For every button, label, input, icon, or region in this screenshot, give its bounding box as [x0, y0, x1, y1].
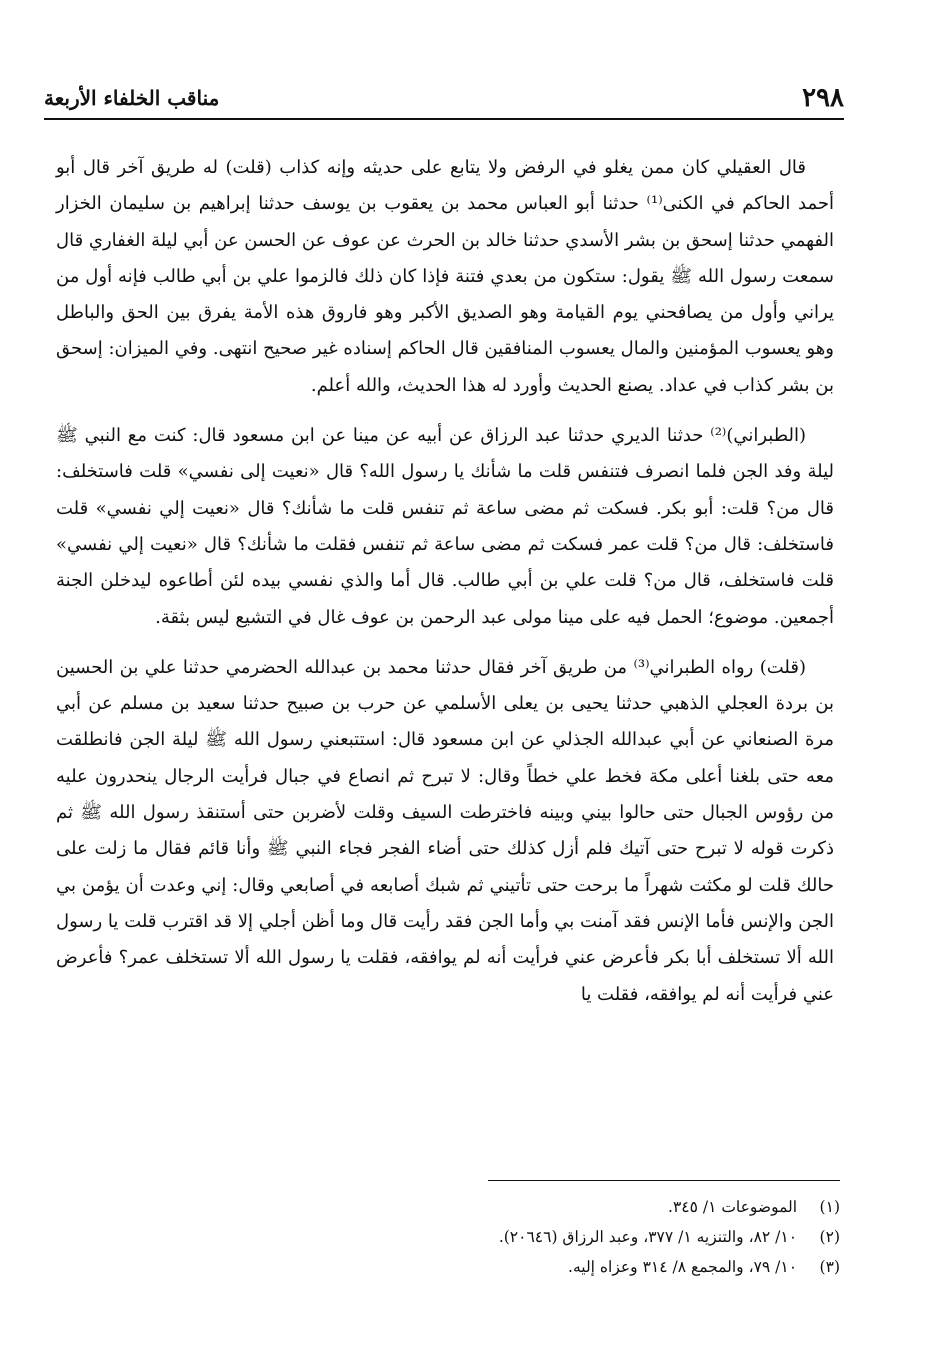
footnote-item — [300, 1192, 840, 1222]
paragraph: (قلت) رواه الطبراني⁽³⁾ من طريق آخر فقال حدثنا محمد بن عبدالله الحضرمي حدثنا علي بن الحسين بن بردة العجلي الذهبي حدثنا يحيى بن يعلى الأسلمي عن حرب بن صبيح حدثنا سعيد بن مسلم عن أبي مرة الصنعاني عن أبي عبدالله الجذلي عن ابن مسعود قال: استتبعني رسول الله ﷺ ليلة الجن فانطلقت معه حتى بلغنا أعلى مكة فخط علي خطاً وقال: لا تبرح ثم انصاع في جبال فرأيت الرجال ينحدرون عليه من رؤوس الجبال حتى حالوا بيني وبينه فاخترطت السيف وقلت لأضربن حتى أستنقذ رسول الله ﷺ ثم ذكرت قوله لا تبرح حتى آتيك فلم أزل كذلك حتى أضاء الفجر فجاء النبي ﷺ وأنا قائم فقال ما زلت على حالك قلت لو مكثت شهراً ما برحت حتى تأتيني ثم شبك أصابعه في أصابعي وقال: إني وعدت أن يؤمن بي الجن والإنس فأما الإنس فقد آمنت بي وأما الجن فقد رأيت قال وما أظن أجلي إلا قد اقترب قلت يا رسول الله ألا تستخلف أبا بكر فأعرض عني فرأيت أنه لم يوافقه، فقلت يا رسول الله ألا تستخلف عمر؟ فأعرض عني فرأيت أنه لم يوافقه، فقلت يا — [56, 656, 834, 1005]
paragraph: (الطبراني)⁽²⁾ حدثنا الديري حدثنا عبد الرزاق عن أبيه عن مينا عن ابن مسعود قال: كنت مع النبي ﷺ ليلة وفد الجن فلما انصرف فتنفس قلت ما شأنك يا رسول الله؟ قال «نعيت إلى نفسي» قلت فاستخلف: قال من؟ قلت: أبو بكر. فسكت ثم مضى ساعة ثم تنفس قلت ما شأنك؟ قال «نعيت إلي نفسي» قلت فاستخلف: قال من؟ قلت عمر فسكت ثم مضى ساعة ثم تنفس فقلت ما شأنك؟ قال «نعيت إلي نفسي» قلت فاستخلف، قال من؟ قلت علي بن أبي طالب. قال أما والذي نفسي بيده لئن أطاعوه ليدخلن الجنة أجمعين. موضوع؛ الحمل فيه على مينا مولى عبد الرحمن بن عوف غال في التشيع ليس بثقة. — [56, 425, 834, 628]
main-text — [56, 150, 834, 1027]
footnote-text: الموضوعات ١/ ٣٤٥. — [668, 1198, 798, 1216]
running-title: مناقب الخلفاء الأربعة — [44, 86, 220, 110]
footnote-item — [300, 1252, 840, 1282]
footnote-text: ١٠/ ٧٩، والمجمع ٨/ ٣١٤ وعزاه إليه. — [568, 1258, 798, 1276]
page-header — [44, 80, 844, 116]
footnote-text: ١٠/ ٨٢، والتنزيه ١/ ٣٧٧، وعبد الرزاق (٢٠٦٤٦). — [498, 1228, 798, 1246]
footnotes — [300, 1192, 840, 1282]
page-number: ٢٩٨ — [802, 83, 844, 113]
footnote-rule — [488, 1180, 840, 1181]
footnote-label: (١) — [819, 1198, 840, 1216]
paragraph: قال العقيلي كان ممن يغلو في الرفض ولا يتابع على حديثه وإنه كذاب (قلت) له طريق آخر قال أبو أحمد الحاكم في الكنى⁽¹⁾ حدثنا أبو العباس محمد بن يعقوب بن يوسف حدثنا إبراهيم بن سليمان الخزار الفهمي حدثنا إسحق بن بشر الأسدي حدثنا خالد بن الحرث عن عوف عن الحسن عن أبي ليلة الغفاري قال سمعت رسول الله ﷺ يقول: ستكون من بعدي فتنة فإذا كان ذلك فالزموا علي بن أبي طالب فإنه أول من يراني وأول من يصافحني يوم القيامة وهو الصديق الأكبر وهو فاروق هذه الأمة يفرق بين الحق والباطل وهو يعسوب المؤمنين والمال يعسوب المنافقين قال الحاكم إسناده غير صحيح انتهى. وفي الميزان: إسحق بن بشر كذاب في عداد. يصنع الحديث وأورد له هذا الحديث، والله أعلم. — [56, 157, 834, 396]
footnote-label: (٢) — [819, 1228, 840, 1246]
header-rule — [44, 118, 844, 120]
footnote-item — [300, 1222, 840, 1252]
footnote-label: (٣) — [819, 1258, 840, 1276]
